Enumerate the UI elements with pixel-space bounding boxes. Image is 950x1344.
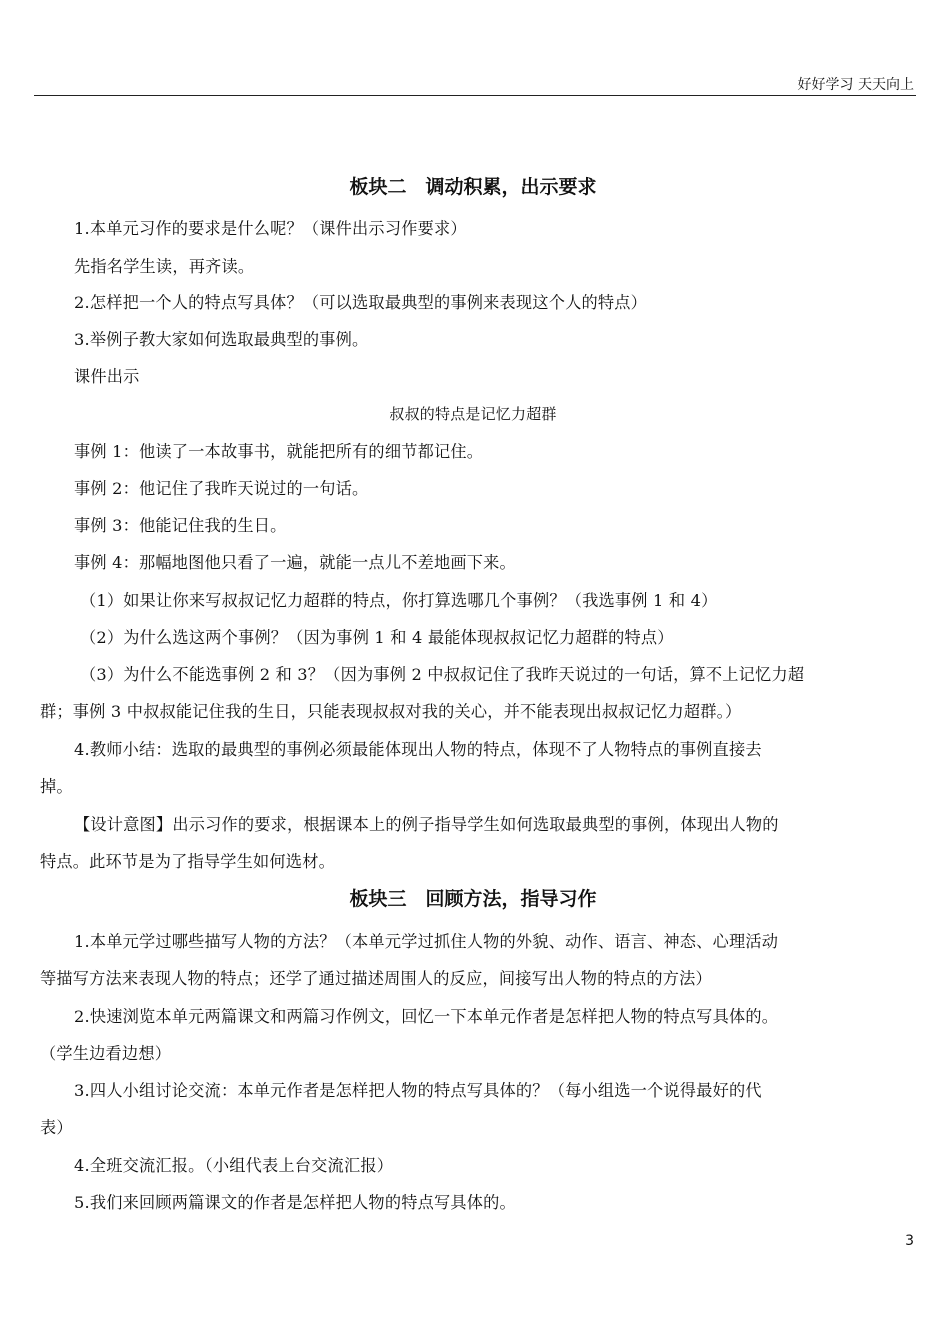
paragraph: 4.教师小结：选取的最典型的事例必须最能体现出人物的特点，体现不了人物特点的事例直接去 xyxy=(74,740,762,759)
page-number: 3 xyxy=(905,1233,914,1249)
question-item: （2）为什么选这两个事例？（因为事例 1 和 4 最能体现叔叔记忆力超群的特点） xyxy=(80,628,674,647)
paragraph-continued: 表） xyxy=(40,1118,73,1137)
example-item: 事例 1：他读了一本故事书，就能把所有的细节都记住。 xyxy=(74,442,484,461)
paragraph-continued: （学生边看边想） xyxy=(40,1044,172,1063)
question-item-continued: 群；事例 3 中叔叔能记住我的生日，只能表现叔叔对我的关心，并不能表现出叔叔记忆力超群。） xyxy=(40,702,742,721)
design-intent-continued: 特点。此环节是为了指导学生如何选材。 xyxy=(40,852,335,871)
paragraph: 4.全班交流汇报。（小组代表上台交流汇报） xyxy=(74,1156,394,1175)
header-rule xyxy=(34,95,916,96)
section3-heading: 板块三 回顾方法，指导习作 xyxy=(349,888,597,910)
design-intent: 【设计意图】出示习作的要求，根据课本上的例子指导学生如何选取最典型的事例，体现出人物的 xyxy=(74,815,779,834)
paragraph: 3.举例子教大家如何选取最典型的事例。 xyxy=(74,330,369,349)
header-motto: 好好学习 天天向上 xyxy=(797,77,914,93)
example-item: 事例 4：那幅地图他只看了一遍，就能一点儿不差地画下来。 xyxy=(74,553,516,572)
paragraph: 1.本单元习作的要求是什么呢？（课件出示习作要求） xyxy=(74,219,467,238)
question-item: （3）为什么不能选事例 2 和 3？（因为事例 2 中叔叔记住了我昨天说过的一句话，算不上记忆力超 xyxy=(80,665,805,684)
paragraph: 课件出示 xyxy=(74,367,140,386)
paragraph: 2.快速浏览本单元两篇课文和两篇习作例文，回忆一下本单元作者是怎样把人物的特点写具体的。 xyxy=(74,1007,779,1026)
example-item: 事例 3：他能记住我的生日。 xyxy=(74,516,287,535)
paragraph-continued: 掉。 xyxy=(40,777,73,796)
paragraph-continued: 等描写方法来表现人物的特点；还学了通过描述周围人的反应，间接写出人物的特点的方法） xyxy=(40,969,712,988)
paragraph: 2.怎样把一个人的特点写具体？（可以选取最典型的事例来表现这个人的特点） xyxy=(74,293,648,312)
paragraph: 5.我们来回顾两篇课文的作者是怎样把人物的特点写具体的。 xyxy=(74,1193,516,1212)
paragraph: 3.四人小组讨论交流：本单元作者是怎样把人物的特点写具体的？（每小组选一个说得最好的代 xyxy=(74,1081,762,1100)
paragraph: 先指名学生读，再齐读。 xyxy=(74,257,255,276)
courseware-title: 叔叔的特点是记忆力超群 xyxy=(389,405,557,423)
paragraph: 1.本单元学过哪些描写人物的方法？（本单元学过抓住人物的外貌、动作、语言、神态、心理活动 xyxy=(74,932,779,951)
example-item: 事例 2：他记住了我昨天说过的一句话。 xyxy=(74,479,369,498)
section2-heading: 板块二 调动积累，出示要求 xyxy=(349,176,597,198)
question-item: （1）如果让你来写叔叔记忆力超群的特点，你打算选哪几个事例？（我选事例 1 和 4） xyxy=(80,591,718,610)
